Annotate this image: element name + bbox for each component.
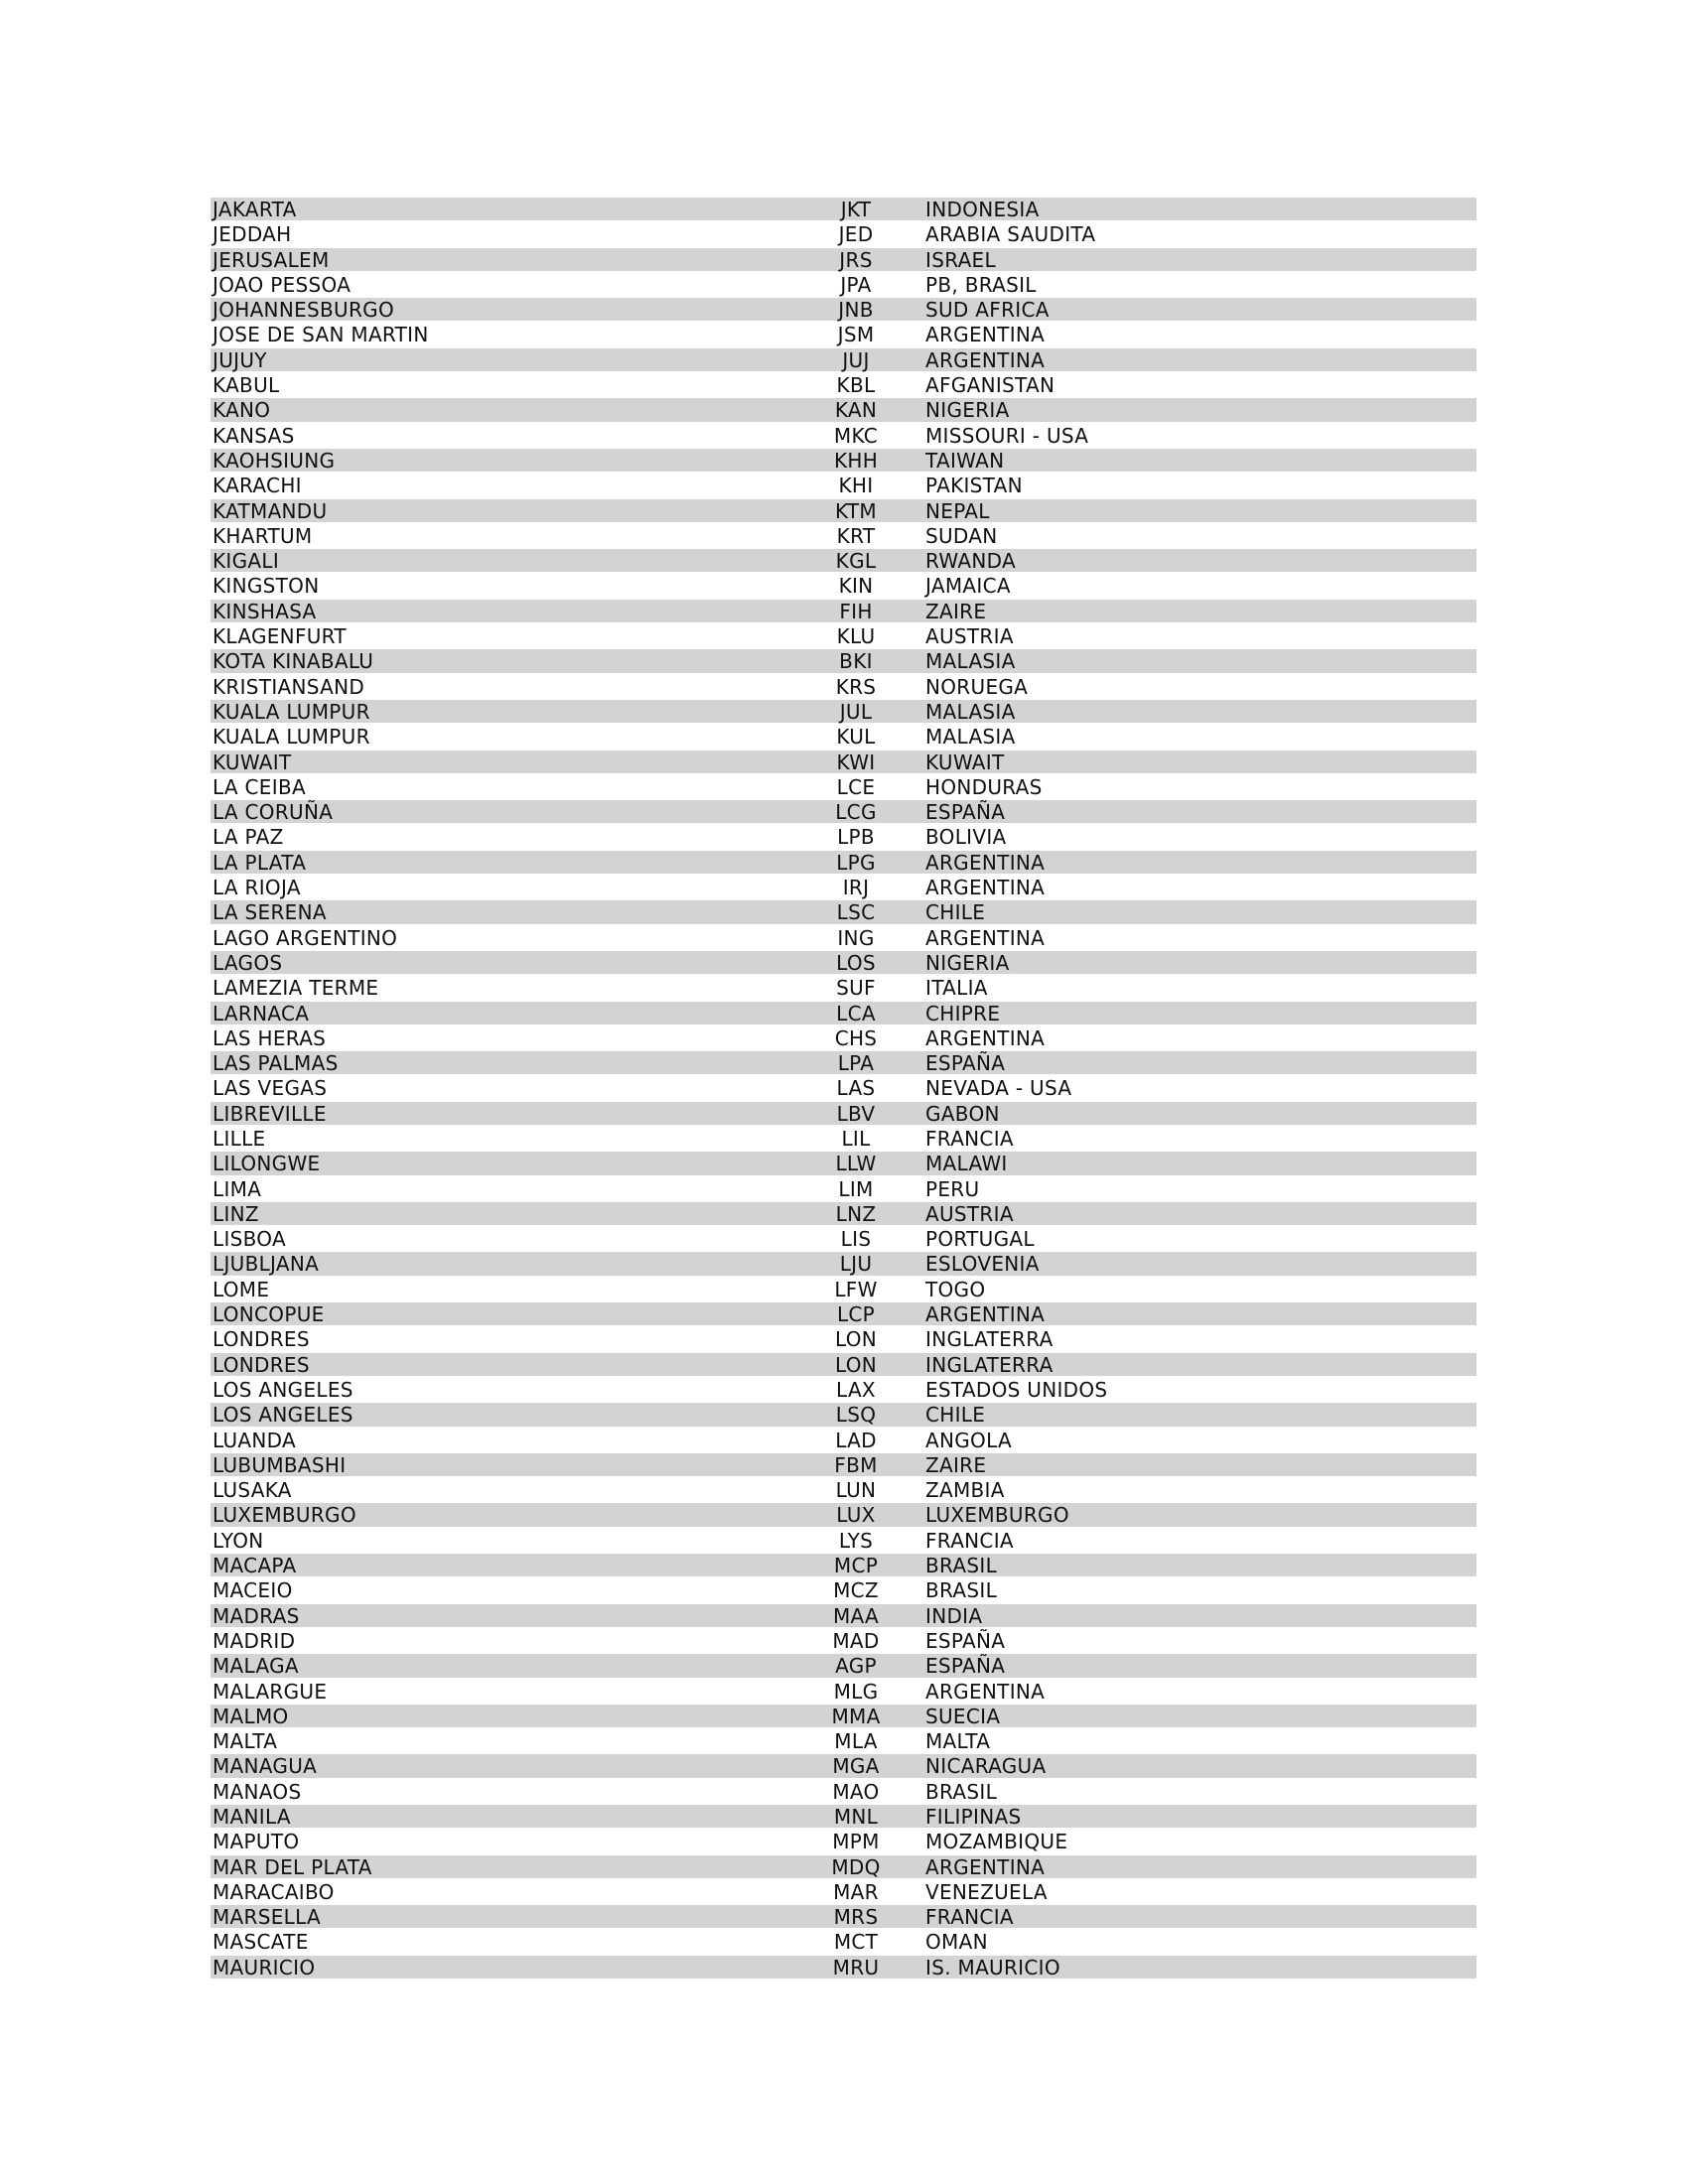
country-cell: PERU xyxy=(925,1176,980,1201)
city-cell: JOSE DE SAN MARTIN xyxy=(212,323,429,347)
airport-code-cell: MMA xyxy=(831,1704,881,1728)
table-row xyxy=(211,474,1477,498)
country-cell: OMAN xyxy=(925,1930,988,1955)
city-cell: LONDRES xyxy=(212,1327,310,1352)
city-cell: LAS VEGAS xyxy=(212,1076,328,1101)
table-row xyxy=(211,198,1477,222)
airport-code-cell: MAA xyxy=(832,1603,880,1628)
city-cell: LA PAZ xyxy=(212,825,284,850)
table-row xyxy=(211,424,1477,449)
country-cell: HONDURAS xyxy=(925,774,1043,799)
country-cell: AFGANISTAN xyxy=(925,373,1055,398)
table-row xyxy=(211,1855,1477,1880)
city-cell: JERUSALEM xyxy=(212,247,330,272)
city-cell: KANSAS xyxy=(212,423,295,448)
city-cell: KAOHSIUNG xyxy=(212,448,336,473)
table-row xyxy=(211,499,1477,524)
country-cell: BRASIL xyxy=(925,1779,998,1804)
table-row xyxy=(211,1002,1477,1026)
table-row xyxy=(211,976,1477,1001)
country-cell: NORUEGA xyxy=(925,674,1029,699)
country-cell: ISRAEL xyxy=(925,247,996,272)
country-cell: CHILE xyxy=(925,900,986,925)
airport-code-cell: MAD xyxy=(832,1628,880,1653)
country-cell: NEPAL xyxy=(925,498,990,523)
city-cell: KINSHASA xyxy=(212,599,317,623)
airport-code-cell: LON xyxy=(834,1352,878,1377)
airport-code-cell: MRU xyxy=(832,1955,880,1979)
country-cell: FILIPINAS xyxy=(925,1805,1022,1829)
airport-code-cell: JRS xyxy=(839,247,873,272)
city-cell: LISBOA xyxy=(212,1227,286,1252)
city-cell: LA SERENA xyxy=(212,900,327,925)
country-cell: ARGENTINA xyxy=(925,850,1046,875)
city-cell: KINGSTON xyxy=(212,574,320,599)
airport-code-cell: JNB xyxy=(838,298,874,323)
city-cell: MADRAS xyxy=(212,1603,300,1628)
country-cell: ARGENTINA xyxy=(925,1854,1046,1879)
table-row xyxy=(211,1754,1477,1779)
table-row xyxy=(211,751,1477,775)
city-cell: MARACAIBO xyxy=(212,1879,335,1904)
table-row xyxy=(211,775,1477,800)
city-cell: MALMO xyxy=(212,1704,289,1728)
airport-code-cell: MCZ xyxy=(833,1578,879,1603)
city-cell: LIMA xyxy=(212,1176,262,1201)
table-row xyxy=(211,1327,1477,1352)
table-row xyxy=(211,1654,1477,1679)
airport-code-cell: JUJ xyxy=(842,347,870,372)
table-row xyxy=(211,600,1477,624)
country-cell: MALTA xyxy=(925,1729,991,1754)
city-cell: MAPUTO xyxy=(212,1830,300,1854)
table-row xyxy=(211,800,1477,825)
country-cell: TOGO xyxy=(925,1277,986,1301)
table-row xyxy=(211,348,1477,373)
city-cell: MADRID xyxy=(212,1628,296,1653)
airport-code-cell: LCP xyxy=(836,1302,876,1327)
table-row xyxy=(211,1930,1477,1955)
country-cell: NIGERIA xyxy=(925,950,1010,975)
airport-code-cell: LAX xyxy=(836,1377,876,1402)
airport-code-cell: MNL xyxy=(833,1805,879,1829)
table-row xyxy=(211,951,1477,976)
country-cell: PAKISTAN xyxy=(925,474,1023,498)
country-cell: SUECIA xyxy=(925,1704,1001,1728)
table-row xyxy=(211,1956,1477,1980)
table-row xyxy=(211,851,1477,876)
country-cell: ZAIRE xyxy=(925,599,987,623)
country-cell: GABON xyxy=(925,1101,1000,1126)
city-cell: KLAGENFURT xyxy=(212,624,347,649)
table-row xyxy=(211,926,1477,951)
airport-code-cell: LSC xyxy=(836,900,876,925)
airport-code-cell: MDQ xyxy=(831,1854,881,1879)
city-cell: LONDRES xyxy=(212,1352,310,1377)
table-row xyxy=(211,323,1477,347)
table-row xyxy=(211,1026,1477,1051)
city-cell: KARACHI xyxy=(212,474,302,498)
country-cell: FRANCIA xyxy=(925,1126,1014,1151)
table-row xyxy=(211,1529,1477,1554)
city-cell: MAURICIO xyxy=(212,1955,316,1979)
city-cell: KATMANDU xyxy=(212,498,328,523)
airport-code-cell: LLW xyxy=(835,1152,877,1176)
country-cell: ANGOLA xyxy=(925,1428,1012,1452)
country-cell: JAMAICA xyxy=(925,574,1011,599)
table-row xyxy=(211,1177,1477,1202)
table-row xyxy=(211,700,1477,725)
table-row xyxy=(211,1705,1477,1729)
airport-code-cell: MPM xyxy=(832,1830,880,1854)
airport-code-cell: LCG xyxy=(835,800,877,825)
airport-code-cell: LAD xyxy=(835,1428,877,1452)
airport-code-cell: FBM xyxy=(834,1452,878,1477)
city-cell: KIGALI xyxy=(212,549,280,574)
country-cell: MALAWI xyxy=(925,1152,1008,1176)
city-cell: MANAOS xyxy=(212,1779,302,1804)
city-cell: LA CORUÑA xyxy=(212,800,334,825)
city-cell: LA PLATA xyxy=(212,850,307,875)
table-row xyxy=(211,1729,1477,1754)
country-cell: MOZAMBIQUE xyxy=(925,1830,1068,1854)
country-cell: ESTADOS UNIDOS xyxy=(925,1377,1108,1402)
airport-code-cell: MCP xyxy=(833,1554,879,1578)
airport-code-cell: LSQ xyxy=(835,1403,877,1428)
airport-code-cell: JSM xyxy=(837,323,875,347)
table-row xyxy=(211,398,1477,423)
city-cell: JOAO PESSOA xyxy=(212,272,352,297)
city-cell: KUALA LUMPUR xyxy=(212,725,370,750)
airport-code-cell: MGA xyxy=(832,1754,880,1779)
city-cell: LJUBLJANA xyxy=(212,1252,320,1277)
airport-code-cell: KUL xyxy=(836,725,876,750)
country-cell: ARGENTINA xyxy=(925,347,1046,372)
country-cell: VENEZUELA xyxy=(925,1879,1048,1904)
airport-code-cell: LOS xyxy=(836,950,876,975)
city-cell: LA RIOJA xyxy=(212,876,301,900)
airport-code-cell: MAO xyxy=(832,1779,880,1804)
country-cell: ARGENTINA xyxy=(925,1302,1046,1327)
airport-code-cell: LON xyxy=(834,1327,878,1352)
airport-code-cell: MLG xyxy=(833,1679,879,1704)
airport-code-cell: LPB xyxy=(837,825,875,850)
airport-code-cell: LIS xyxy=(840,1227,872,1252)
city-cell: MANILA xyxy=(212,1805,291,1829)
table-row xyxy=(211,574,1477,599)
city-cell: MALARGUE xyxy=(212,1679,328,1704)
country-cell: ARGENTINA xyxy=(925,1025,1046,1050)
city-cell: KABUL xyxy=(212,373,280,398)
airport-code-cell: KBL xyxy=(836,373,876,398)
table-row xyxy=(211,1227,1477,1252)
country-cell: FRANCIA xyxy=(925,1905,1014,1930)
city-cell: MALTA xyxy=(212,1729,278,1754)
airport-code-cell: JED xyxy=(838,222,874,247)
country-cell: ARGENTINA xyxy=(925,876,1046,900)
city-cell: MALAGA xyxy=(212,1654,299,1679)
country-cell: ARABIA SAUDITA xyxy=(925,222,1096,247)
city-cell: LA CEIBA xyxy=(212,774,306,799)
table-row xyxy=(211,1378,1477,1403)
airport-code-cell: KLU xyxy=(836,624,876,649)
airport-code-cell: ING xyxy=(837,925,875,950)
airport-code-cell: JUL xyxy=(839,699,873,724)
city-cell: LAGOS xyxy=(212,950,283,975)
airport-code-cell: MLA xyxy=(834,1729,878,1754)
country-cell: INGLATERRA xyxy=(925,1327,1054,1352)
country-cell: NIGERIA xyxy=(925,398,1010,423)
city-cell: LINZ xyxy=(212,1201,259,1226)
table-row xyxy=(211,649,1477,674)
table-row xyxy=(211,1554,1477,1578)
table-row xyxy=(211,222,1477,247)
airport-code-cell: BKI xyxy=(839,649,873,674)
table-row xyxy=(211,1252,1477,1277)
table-row xyxy=(211,1353,1477,1378)
city-cell: KHARTUM xyxy=(212,523,313,548)
airport-code-table xyxy=(211,198,1477,1980)
country-cell: AUSTRIA xyxy=(925,624,1014,649)
airport-code-cell: LIM xyxy=(838,1176,874,1201)
country-cell: ESLOVENIA xyxy=(925,1252,1040,1277)
airport-code-cell: KAN xyxy=(834,398,878,423)
country-cell: ARGENTINA xyxy=(925,323,1046,347)
city-cell: KANO xyxy=(212,398,271,423)
table-row xyxy=(211,549,1477,574)
airport-code-cell: KHI xyxy=(838,474,874,498)
airport-code-cell: JPA xyxy=(840,272,872,297)
country-cell: BRASIL xyxy=(925,1578,998,1603)
country-cell: NEVADA - USA xyxy=(925,1076,1072,1101)
city-cell: LAS PALMAS xyxy=(212,1051,339,1076)
country-cell: BRASIL xyxy=(925,1554,998,1578)
airport-code-cell: AGP xyxy=(835,1654,877,1679)
table-row xyxy=(211,1453,1477,1478)
airport-code-cell: LPA xyxy=(837,1051,875,1076)
table-row xyxy=(211,624,1477,649)
table-row xyxy=(211,1429,1477,1453)
airport-code-cell: LNZ xyxy=(835,1201,877,1226)
city-cell: KUWAIT xyxy=(212,750,292,774)
table-row xyxy=(211,1478,1477,1503)
country-cell: ITALIA xyxy=(925,976,988,1001)
airport-code-cell: MCT xyxy=(833,1930,879,1955)
city-cell: LUANDA xyxy=(212,1428,296,1452)
country-cell: INDIA xyxy=(925,1603,983,1628)
table-row xyxy=(211,1780,1477,1805)
table-row xyxy=(211,1051,1477,1076)
airport-code-cell: LBV xyxy=(836,1101,876,1126)
city-cell: LUXEMBURGO xyxy=(212,1503,356,1528)
airport-code-cell: FIH xyxy=(839,599,873,623)
airport-code-cell: CHS xyxy=(834,1025,878,1050)
country-cell: ESPAÑA xyxy=(925,800,1006,825)
city-cell: KUALA LUMPUR xyxy=(212,699,370,724)
airport-code-cell: LPG xyxy=(836,850,876,875)
city-cell: MARSELLA xyxy=(212,1905,321,1930)
country-cell: MALASIA xyxy=(925,725,1016,750)
country-cell: PB, BRASIL xyxy=(925,272,1037,297)
city-cell: LOS ANGELES xyxy=(212,1403,353,1428)
country-cell: ESPAÑA xyxy=(925,1628,1006,1653)
airport-code-cell: JKT xyxy=(840,198,872,221)
city-cell: LUBUMBASHI xyxy=(212,1452,347,1477)
table-row xyxy=(211,876,1477,900)
city-cell: LAGO ARGENTINO xyxy=(212,925,398,950)
table-row xyxy=(211,675,1477,700)
city-cell: MANAGUA xyxy=(212,1754,318,1779)
table-row xyxy=(211,1905,1477,1930)
country-cell: MALASIA xyxy=(925,649,1016,674)
city-cell: MACEIO xyxy=(212,1578,293,1603)
table-row xyxy=(211,1202,1477,1227)
airport-code-cell: LIL xyxy=(841,1126,871,1151)
table-row xyxy=(211,1076,1477,1101)
country-cell: TAIWAN xyxy=(925,448,1005,473)
city-cell: LOME xyxy=(212,1277,270,1301)
city-cell: LYON xyxy=(212,1528,264,1553)
airport-code-cell: LCE xyxy=(836,774,876,799)
country-cell: SUDAN xyxy=(925,523,998,548)
city-cell: JOHANNESBURGO xyxy=(212,298,395,323)
city-cell: LUSAKA xyxy=(212,1478,292,1503)
country-cell: CHIPRE xyxy=(925,1001,1001,1025)
table-row xyxy=(211,1680,1477,1705)
airport-code-cell: KWI xyxy=(836,750,876,774)
city-cell: KOTA KINABALU xyxy=(212,649,374,674)
table-row xyxy=(211,273,1477,298)
country-cell: ARGENTINA xyxy=(925,1679,1046,1704)
country-cell: ZAMBIA xyxy=(925,1478,1005,1503)
country-cell: KUWAIT xyxy=(925,750,1005,774)
country-cell: CHILE xyxy=(925,1403,986,1428)
country-cell: ZAIRE xyxy=(925,1452,987,1477)
airport-code-cell: KHH xyxy=(833,448,879,473)
table-row xyxy=(211,524,1477,549)
airport-code-cell: LFW xyxy=(834,1277,878,1301)
airport-code-cell: LUX xyxy=(836,1503,876,1528)
city-cell: LOS ANGELES xyxy=(212,1377,353,1402)
city-cell: JUJUY xyxy=(212,347,267,372)
table-row xyxy=(211,1278,1477,1302)
country-cell: INGLATERRA xyxy=(925,1352,1054,1377)
country-cell: RWANDA xyxy=(925,549,1016,574)
table-row xyxy=(211,825,1477,850)
table-row xyxy=(211,1302,1477,1327)
country-cell: FRANCIA xyxy=(925,1528,1014,1553)
city-cell: LAMEZIA TERME xyxy=(212,976,379,1001)
airport-code-cell: MKC xyxy=(833,423,879,448)
airport-code-cell: KTM xyxy=(835,498,877,523)
city-cell: MAR DEL PLATA xyxy=(212,1854,372,1879)
city-cell: LILONGWE xyxy=(212,1152,321,1176)
country-cell: BOLIVIA xyxy=(925,825,1007,850)
country-cell: ESPAÑA xyxy=(925,1654,1006,1679)
airport-code-cell: KRT xyxy=(836,523,876,548)
city-cell: LARNACA xyxy=(212,1001,310,1025)
table-row xyxy=(211,1805,1477,1830)
table-row xyxy=(211,248,1477,273)
country-cell: ESPAÑA xyxy=(925,1051,1006,1076)
table-row xyxy=(211,449,1477,474)
country-cell: NICARAGUA xyxy=(925,1754,1047,1779)
country-cell: INDONESIA xyxy=(925,198,1040,221)
country-cell: MALASIA xyxy=(925,699,1016,724)
country-cell: AUSTRIA xyxy=(925,1201,1014,1226)
country-cell: IS. MAURICIO xyxy=(925,1955,1060,1979)
country-cell: PORTUGAL xyxy=(925,1227,1035,1252)
airport-code-cell: MRS xyxy=(833,1905,879,1930)
table-row xyxy=(211,1152,1477,1176)
city-cell: LILLE xyxy=(212,1126,266,1151)
airport-code-cell: MAR xyxy=(833,1879,879,1904)
airport-code-cell: SUF xyxy=(836,976,876,1001)
airport-code-cell: KIN xyxy=(838,574,874,599)
table-row xyxy=(211,373,1477,398)
table-row xyxy=(211,298,1477,323)
country-cell: ARGENTINA xyxy=(925,925,1046,950)
table-row xyxy=(211,1604,1477,1629)
table-row xyxy=(211,1403,1477,1428)
table-row xyxy=(211,1880,1477,1905)
city-cell: JAKARTA xyxy=(212,198,297,221)
country-cell: SUD AFRICA xyxy=(925,298,1050,323)
table-row xyxy=(211,1629,1477,1654)
airport-code-cell: LYS xyxy=(838,1528,874,1553)
city-cell: LAS HERAS xyxy=(212,1025,327,1050)
city-cell: LIBREVILLE xyxy=(212,1101,327,1126)
airport-code-cell: LUN xyxy=(835,1478,877,1503)
table-row xyxy=(211,1127,1477,1152)
airport-code-cell: KRS xyxy=(835,674,877,699)
table-row xyxy=(211,900,1477,925)
city-cell: KRISTIANSAND xyxy=(212,674,365,699)
city-cell: LONCOPUE xyxy=(212,1302,325,1327)
table-row xyxy=(211,1102,1477,1127)
table-row xyxy=(211,1503,1477,1528)
country-cell: LUXEMBURGO xyxy=(925,1503,1069,1528)
airport-code-cell: LCA xyxy=(836,1001,876,1025)
airport-code-cell: IRJ xyxy=(842,876,870,900)
city-cell: MACAPA xyxy=(212,1554,297,1578)
airport-code-cell: LJU xyxy=(839,1252,873,1277)
city-cell: JEDDAH xyxy=(212,222,292,247)
airport-code-cell: KGL xyxy=(835,549,877,574)
table-row xyxy=(211,1578,1477,1603)
table-row xyxy=(211,1830,1477,1854)
city-cell: MASCATE xyxy=(212,1930,309,1955)
airport-code-cell: LAS xyxy=(836,1076,876,1101)
table-row xyxy=(211,725,1477,750)
country-cell: MISSOURI - USA xyxy=(925,423,1089,448)
